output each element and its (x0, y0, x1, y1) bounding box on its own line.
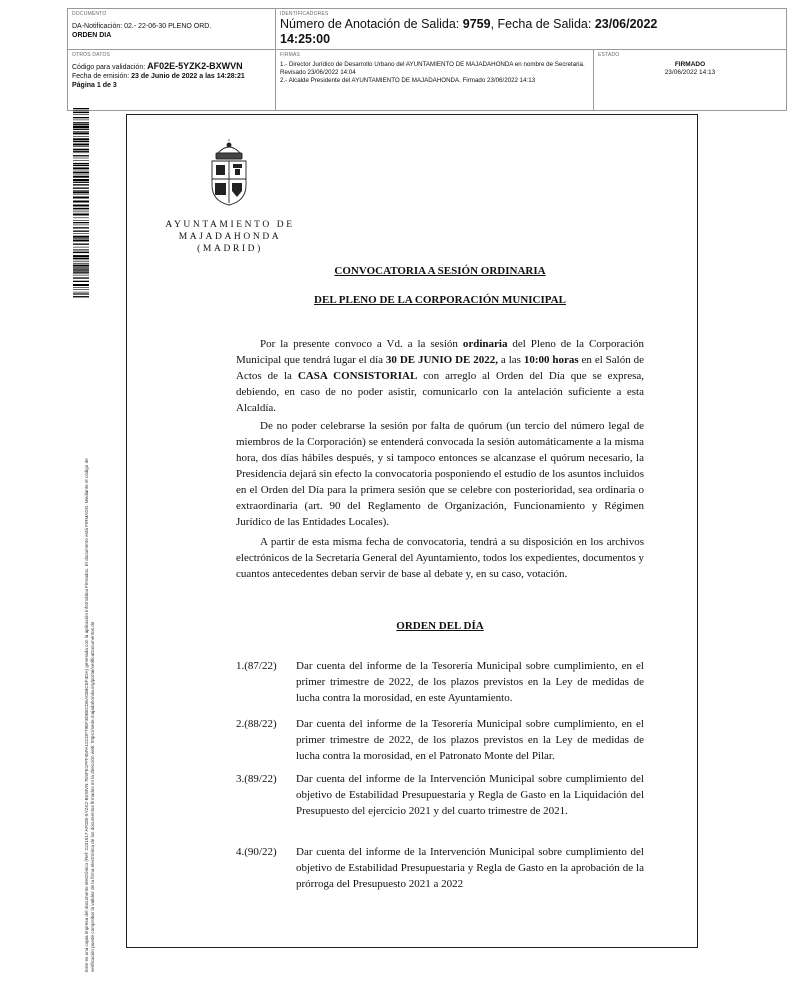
documento-line1: DA-Notificación: 02.- 22-06-30 PLENO ORD. (72, 23, 212, 30)
codigo-label: Código para validación: (72, 64, 148, 71)
agenda-item-number: 1.(87/22) (236, 660, 277, 672)
registro-hora: 14:25:00 (280, 32, 331, 46)
agenda-item-text: Dar cuenta del informe de la Intervención Municipal sobre cumplimiento del objetivo de Estabilidad Presupuestaria y Regla de Gasto en la Liquidación del Presupuesto del ejercicio 2021 y del cuarto trimestre de 2021. (296, 773, 644, 817)
agenda-item-text: Dar cuenta del informe de la Tesorería Municipal sobre cumplimiento, en el primer trimestre de 2022, de los plazos previstos en la Ley de medidas de lucha contra la morosidad, en el Patronato Monte del Pilar. (296, 718, 644, 762)
identificadores-cell (276, 9, 786, 49)
ayuntamiento-heading (150, 219, 310, 255)
firma-line2: Revisado 23/06/2022 14:04 (280, 69, 356, 76)
barcode-image (73, 108, 89, 298)
agenda-item-number: 2.(88/22) (236, 718, 277, 730)
ayuntamiento-line1: AYUNTAMIENTO DE (165, 220, 295, 230)
p1-text-c: del Pleno de la Corporación Municipal que tendrá lugar el día (236, 338, 644, 366)
document-subtitle: DEL PLENO DE LA CORPORACIÓN MUNICIPAL (314, 294, 566, 306)
agenda-item (236, 716, 644, 764)
documento-cell (68, 9, 276, 49)
p1-text-e: a las (498, 354, 524, 366)
p1-text-i: con arreglo al Orden del Día que se expresa, debiendo, en caso de no poder asistir, comunicarlo con la antelación suficiente a esta Alcaldía. (236, 370, 644, 414)
document-title: CONVOCATORIA A SESIÓN ORDINARIA (334, 265, 546, 277)
p1-bold-time: 10:00 horas (523, 354, 579, 366)
paragraph-disposicion: A partir de esta misma fecha de convocatoria, tendrá a su disposición en los archivos electrónicos de la Secretaría General del Ayuntamiento, todos los expedientes, documentos y cuantos antecedentes deban servir de base al debate y, en su caso, votación. (236, 536, 644, 580)
agenda-item-number: 3.(89/22) (236, 773, 277, 785)
fecha-emision-label: Fecha de emisión: (72, 73, 132, 80)
ayuntamiento-line2: MAJADAHONDA (178, 232, 282, 242)
side-text-line1: Este es una copia impresa del documento electrónico (Ref: 2231917 AF02E-5YZK2-BXWVN 7E5FE1FFF45FA12CDF79EF3DB0CDEA03BCEF3DA) generada con la aplicación informática Firmadoc. El documento está FIRMADO. Mediante el código de (84, 458, 89, 972)
codigo-value: AF02E-5YZK2-BXWVN (147, 61, 243, 71)
pagina-info: Página 1 de 3 (72, 82, 117, 89)
agenda-item-number: 4.(90/22) (236, 846, 277, 858)
firma-line1: 1.- Director Jurídico de Desarrollo Urbano del AYUNTAMIENTO DE MAJADAHONDA en nombre de Secretaria. (280, 61, 585, 68)
estado-cell (594, 50, 786, 110)
estado-value: FIRMADO (674, 61, 706, 68)
estado-date: 23/06/2022 14:13 (664, 69, 716, 76)
firma-line3: 2.- Alcalde Presidente del AYUNTAMIENTO DE MAJADAHONDA. Firmado 23/06/2022 14:13 (280, 77, 536, 84)
fecha-emision (72, 72, 271, 81)
firmas-cell (276, 50, 594, 110)
agenda-item-text: Dar cuenta del informe de la Tesorería Municipal sobre cumplimiento, en el primer trimestre de 2022, de los plazos previstos en la Ley de medidas de lucha contra la morosidad, en este Ayuntamiento. (296, 660, 644, 704)
p1-text-g: en el Salón de Actos de la (236, 354, 644, 382)
p1-bold-ordinaria: ordinaria (462, 338, 508, 350)
header-row-top (68, 9, 786, 50)
registro-prefix: Número de Anotación de Salida: (280, 17, 463, 31)
paragraph-quorum: De no poder celebrarse la sesión por falta de quórum (un tercio del número legal de miembros de la Corporación) se entenderá convocada la sesión automáticamente a la misma hora, dos días hábiles después, y si tampoco entonces se alcanzase el quórum necesario, la Presidencia dejará sin efecto la convocatoria posponiendo el estudio de los asuntos incluidos en el Orden del Día para la primera sesión que se celebre con posterioridad, sea ordinaria o extraordinaria (art. 90 del Reglamento de Organización, Funcionamiento y Régimen Jurídico de las Entidades Locales). (236, 420, 644, 528)
agenda-item (236, 771, 644, 819)
otros-datos-label: OTROS DATOS (72, 52, 111, 58)
codigo-validacion (72, 62, 271, 72)
side-text-line2: verificación puede comprobar la validez de la firma electrónica de los documentos firmados en la dirección web: https://sede.majadahonda.org/portal/verificaDocumentos.do (90, 621, 95, 972)
agenda-item (236, 844, 644, 892)
identificadores-label: IDENTIFICADORES (280, 11, 329, 17)
coat-of-arms-logo (208, 139, 250, 207)
p1-text-a: Por la presente convoco a Vd. a la sesión (260, 338, 463, 350)
p1-bold-place: CASA CONSISTORIAL (297, 370, 418, 382)
paragraph-convocatoria (236, 336, 644, 416)
agenda-item-text: Dar cuenta del informe de la Intervención Municipal sobre cumplimiento del objetivo de Estabilidad Presupuestaria y Regla de Gasto en la aprobación de la prórroga del Presupuesto 2021 a 2022 (296, 846, 644, 890)
registro-numero: 9759 (462, 17, 491, 31)
agenda-item (236, 658, 644, 706)
ayuntamiento-line3: (MADRID) (197, 244, 263, 254)
p1-bold-date: 30 DE JUNIO DE 2022, (385, 354, 499, 366)
orden-del-dia-heading: ORDEN DEL DÍA (396, 620, 484, 632)
fecha-emision-value: 23 de Junio de 2022 a las 14:28:21 (131, 73, 245, 80)
estado-label: ESTADO (598, 52, 620, 58)
otros-datos-cell (68, 50, 276, 110)
firmas-label: FIRMAS (280, 52, 301, 58)
registro-fecha: 23/06/2022 (594, 17, 658, 31)
document-header (67, 8, 787, 111)
header-row-bottom (68, 50, 786, 110)
registro-salida (280, 17, 782, 47)
registro-mid: , Fecha de Salida: (490, 17, 595, 31)
documento-line2: ORDEN DIA (72, 32, 112, 39)
verification-side-text (84, 302, 96, 972)
documento-label: DOCUMENTO (72, 11, 107, 17)
